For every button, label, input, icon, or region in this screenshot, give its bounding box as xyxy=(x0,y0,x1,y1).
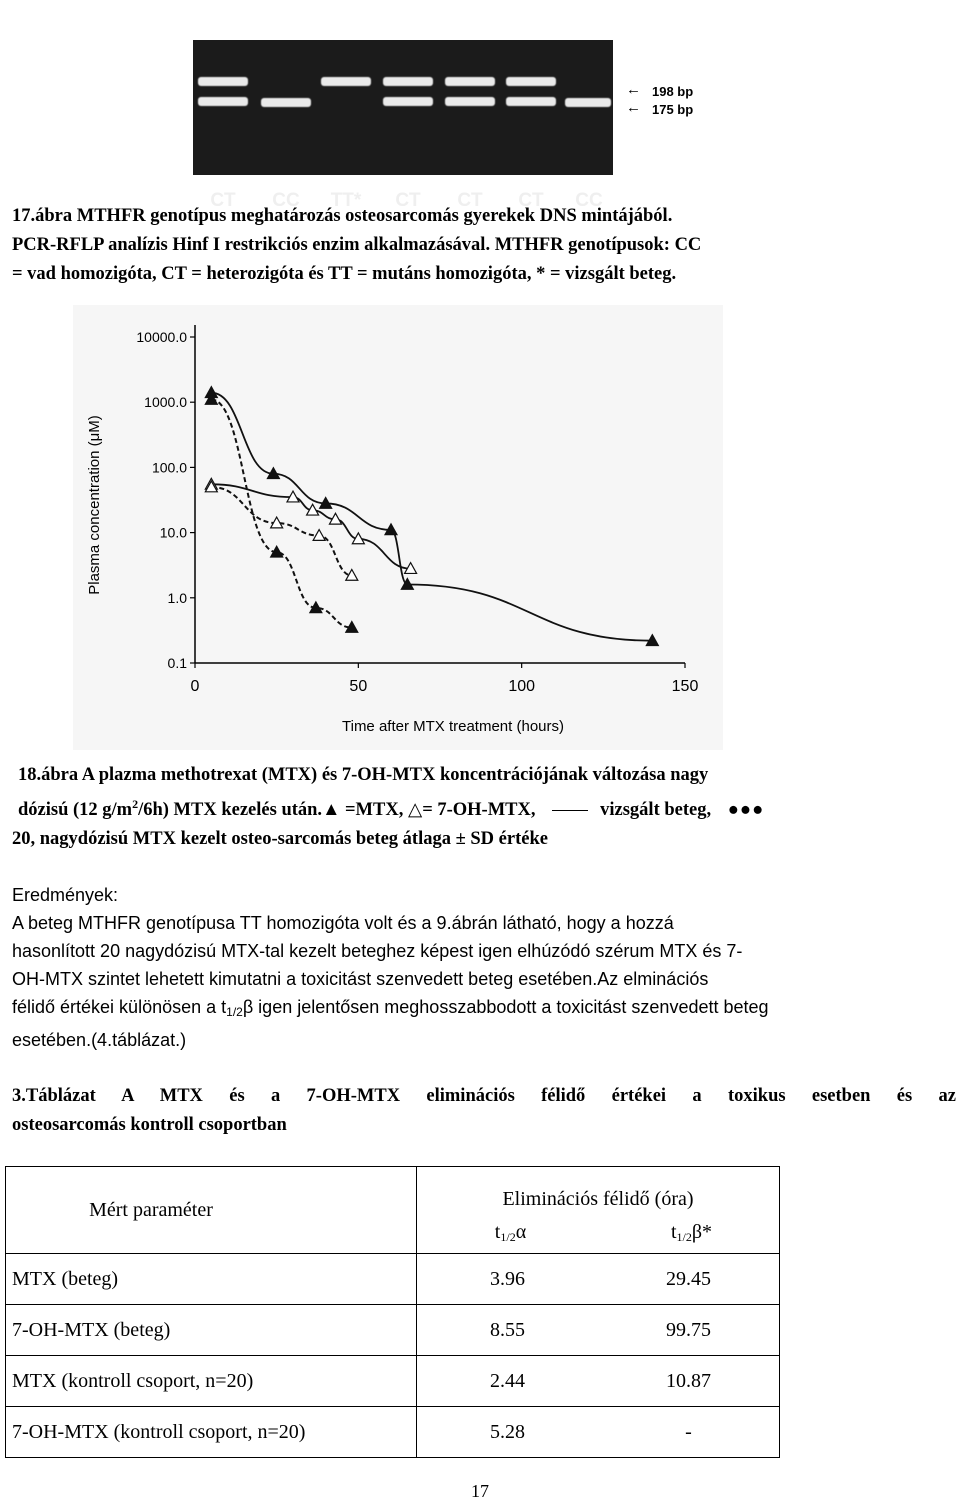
x-tick-label: 150 xyxy=(671,678,699,695)
header-t-alpha xyxy=(417,1213,599,1254)
marker-198bp: 198 bp xyxy=(652,84,694,99)
cell-param: 7-OH-MTX (kontroll csoport, n=20) xyxy=(6,1407,417,1458)
x-tick-label: 50 xyxy=(349,678,368,695)
cell-beta: 99.75 xyxy=(598,1305,780,1356)
results-line: hasonlított 20 nagydózisú MTX-tal kezelt beteghez képest igen elhúzódó szérum MTX és 7- xyxy=(12,941,743,961)
gel-lane-label: CT xyxy=(395,190,421,211)
header-greek: α xyxy=(515,1221,527,1243)
cell-beta: 10.87 xyxy=(598,1356,780,1407)
series-line-0 xyxy=(211,393,652,641)
y-tick-label: 1000.0 xyxy=(144,394,187,411)
marker-175bp: 175 bp xyxy=(652,102,694,117)
chart-curves xyxy=(211,393,652,641)
results-heading: Eredmények: xyxy=(12,885,119,905)
table-row xyxy=(6,1356,780,1407)
cell-param: 7-OH-MTX (beteg) xyxy=(6,1305,417,1356)
cell-beta: 29.45 xyxy=(598,1254,780,1305)
gel-lane-label: CC xyxy=(272,190,300,211)
caption-line: 18.ábra A plazma methotrexat (MTX) és 7-OH-MTX koncentrációjának változása nagy xyxy=(18,765,709,785)
header-sub: 1/2 xyxy=(500,1230,516,1244)
results-section xyxy=(12,881,956,1054)
series-line-3 xyxy=(211,487,351,575)
elimination-halflife-table xyxy=(5,1166,780,1458)
plasma-concentration-chart xyxy=(73,305,723,750)
gel-lane-label: CT xyxy=(210,190,236,211)
arrow-left-icon: ← xyxy=(626,82,641,98)
results-sub: 1/2 xyxy=(226,1005,243,1019)
gel-electrophoresis-image xyxy=(193,40,613,211)
series-line-2 xyxy=(211,400,351,628)
legend-solid-text: vizsgált beteg, xyxy=(600,800,712,821)
header-t-beta xyxy=(598,1213,780,1254)
cell-alpha: 5.28 xyxy=(417,1407,599,1458)
header-group: Eliminációs félidő (óra) xyxy=(417,1167,780,1214)
chart-axes xyxy=(195,325,685,663)
gel-lane-label: CT xyxy=(518,190,544,211)
caption-text: dózisú (12 g/m xyxy=(18,800,133,821)
results-line xyxy=(12,993,956,1026)
caption-text: /6h) MTX kezelés után. xyxy=(138,800,323,821)
legend-mtx-text: =MTX, xyxy=(340,800,408,821)
cell-beta: - xyxy=(598,1407,780,1458)
open-triangle-icon: △ xyxy=(407,800,423,821)
table-row xyxy=(6,1305,780,1356)
table-header-row xyxy=(6,1167,780,1214)
caption-line: PCR-RFLP analízis Hinf I restrikciós enzim alkalmazásával. MTHFR genotípusok: CC xyxy=(12,235,702,255)
y-tick-label: 10000.0 xyxy=(136,329,187,345)
cell-alpha: 2.44 xyxy=(417,1356,599,1407)
chart-ticks xyxy=(136,329,698,695)
cell-alpha: 3.96 xyxy=(417,1254,599,1305)
y-tick-label: 0.1 xyxy=(167,655,187,671)
caption-line: osteosarcomás kontroll csoportban xyxy=(12,1115,287,1135)
y-tick-label: 1.0 xyxy=(167,589,187,606)
legend-oh-text: = 7-OH-MTX, xyxy=(422,800,536,821)
caption-sup: 2 xyxy=(132,797,139,811)
arrow-left-icon: ← xyxy=(626,100,641,116)
cell-alpha: 8.55 xyxy=(417,1305,599,1356)
gel-lane-label: CT xyxy=(457,190,483,211)
solid-line-icon xyxy=(552,810,588,811)
y-tick-label: 10.0 xyxy=(159,524,187,541)
cell-param: MTX (beteg) xyxy=(6,1254,417,1305)
y-tick-label: 100.0 xyxy=(151,459,187,476)
chart-markers xyxy=(205,387,658,646)
gel-lane-label: CC xyxy=(575,190,603,211)
results-text: félidő értékei különösen a t xyxy=(12,997,227,1017)
x-axis-label: Time after MTX treatment (hours) xyxy=(342,718,564,735)
x-tick-label: 0 xyxy=(190,678,200,695)
header-param: Mért paraméter xyxy=(6,1167,417,1254)
results-line: OH-MTX szintet lehetett kimutatni a toxicitást szenvedett beteg esetében.Az elminációs xyxy=(12,969,709,989)
table-row xyxy=(6,1407,780,1458)
caption-line xyxy=(18,790,958,825)
header-t: t xyxy=(670,1221,677,1243)
table-row xyxy=(6,1254,780,1305)
y-axis-label: Plasma concentration (μM) xyxy=(86,415,103,595)
gel-lane-label: TT* xyxy=(330,190,362,211)
chart-svg xyxy=(73,305,723,750)
results-line: A beteg MTHFR genotípusa TT homozigóta volt és a 9.ábrán látható, hogy a hozzá xyxy=(12,913,674,933)
header-greek: β* xyxy=(691,1221,713,1243)
caption-line: 20, nagydózisú MTX kezelt osteo-sarcomás beteg átlaga ± SD értéke xyxy=(12,829,548,850)
x-tick-label: 100 xyxy=(508,678,536,695)
results-line: esetében.(4.táblázat.) xyxy=(12,1030,187,1050)
page-number: 17 xyxy=(471,1481,489,1501)
figure18-caption xyxy=(12,761,958,854)
series-line-1 xyxy=(211,484,410,568)
oh-mtx-point-marker xyxy=(313,530,325,541)
header-sub: 1/2 xyxy=(676,1230,692,1244)
filled-triangle-icon: ▲ xyxy=(322,800,341,821)
caption-line: 3.Táblázat A MTX és a 7-OH-MTX eliminációs félidő értékei a toxikus esetben és az xyxy=(12,1086,956,1106)
table3-caption xyxy=(12,1082,956,1140)
dotted-line-icon: ●●● xyxy=(727,800,765,821)
results-text: β igen jelentősen meghosszabbodott a toxicitást szenvedett beteg xyxy=(242,997,769,1017)
cell-param: MTX (kontroll csoport, n=20) xyxy=(6,1356,417,1407)
caption-line: 17.ábra MTHFR genotípus meghatározás osteosarcomás gyerekek DNS mintájából. xyxy=(12,206,673,226)
caption-line: = vad homozigóta, CT = heterozigóta és TT = mutáns homozigóta, * = vizsgált beteg. xyxy=(12,264,677,284)
figure17-caption xyxy=(12,202,952,289)
header-t: t xyxy=(494,1221,501,1243)
